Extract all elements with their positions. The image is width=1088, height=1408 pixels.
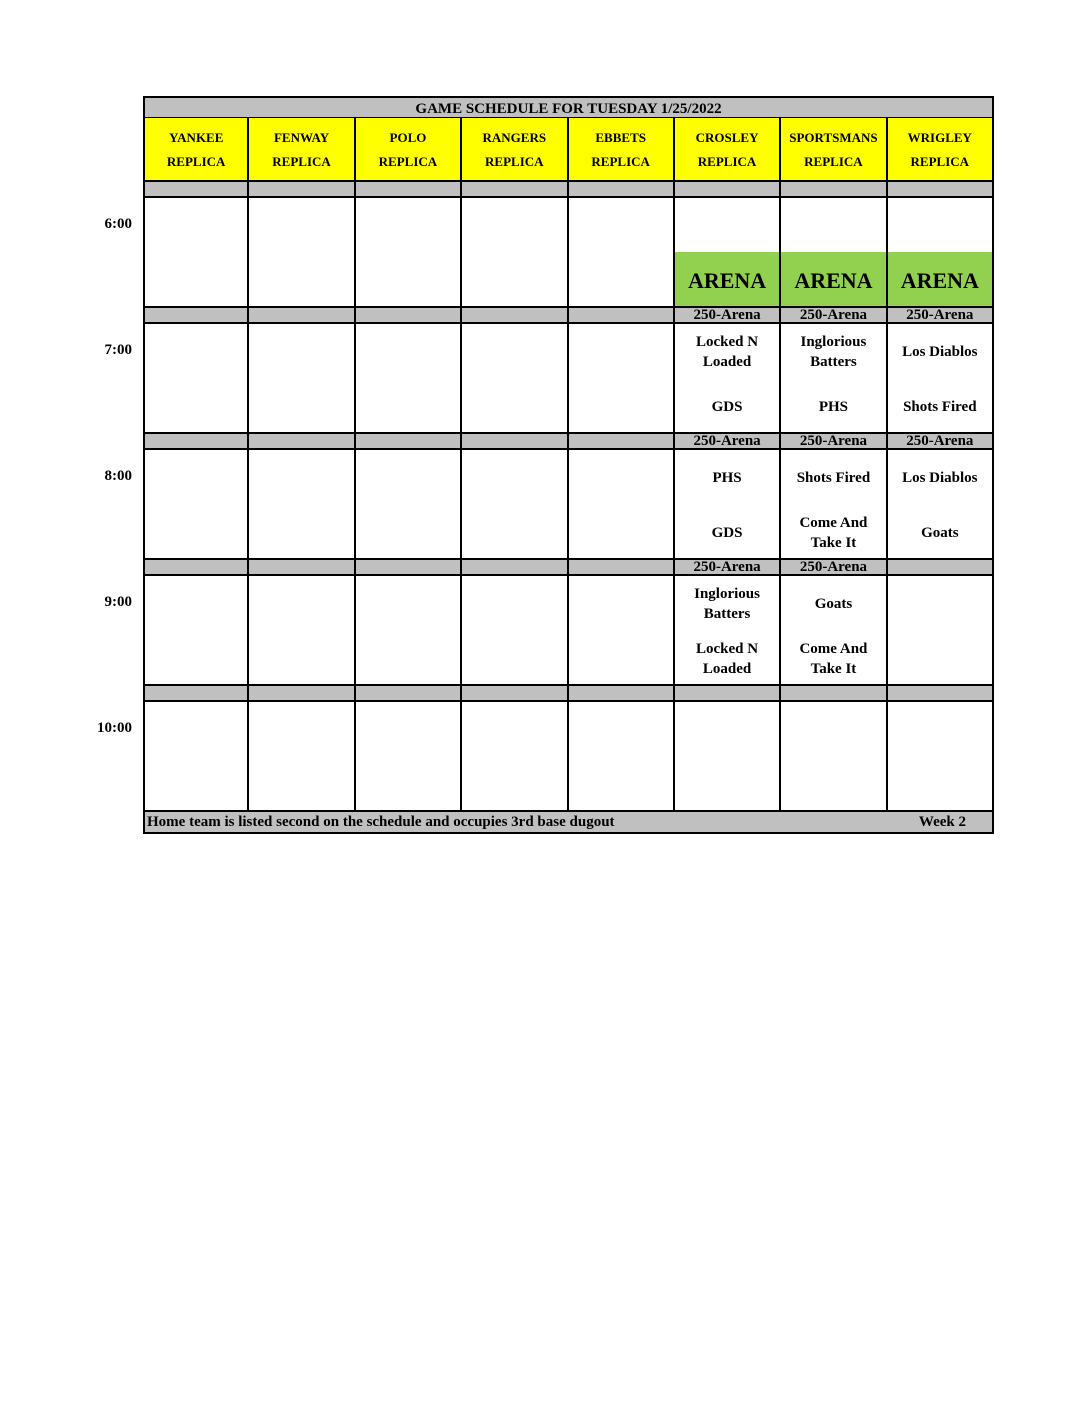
separator-cell [781, 182, 887, 198]
field-name: EBBETS [595, 130, 646, 145]
schedule-cell [143, 324, 249, 434]
schedule-cell [888, 324, 994, 434]
separator-cell: 250-Arena [888, 308, 994, 324]
schedule-cell [143, 576, 249, 686]
time-label: 6:00 [104, 216, 132, 232]
field-name: CROSLEY [695, 130, 759, 145]
schedule-cell [569, 198, 675, 308]
team-name: Locked N Loaded [696, 641, 759, 677]
separator-cell: 250-Arena [781, 308, 887, 324]
field-header-fenway [249, 118, 355, 182]
schedule-cell [143, 702, 249, 812]
schedule-cell [249, 198, 355, 308]
separator-row [143, 434, 994, 450]
schedule-cell [143, 198, 249, 308]
time-slot-row [143, 576, 994, 686]
team-name: Locked N Loaded [696, 334, 759, 370]
field-subtitle: REPLICA [272, 154, 331, 169]
schedule-cell [249, 450, 355, 560]
separator-cell [569, 560, 675, 576]
separator-cell [249, 560, 355, 576]
arena-banner: ARENA [675, 252, 779, 306]
separator-cell: 250-Arena [675, 434, 781, 450]
schedule-cell [143, 450, 249, 560]
time-label: 8:00 [104, 468, 132, 484]
schedule-cell [781, 198, 887, 308]
schedule-cell [462, 576, 568, 686]
field-subtitle: REPLICA [697, 154, 757, 169]
schedule-cell [569, 450, 675, 560]
team-name: Goats [921, 525, 959, 541]
separator-cell [569, 434, 675, 450]
separator-cell [569, 686, 675, 702]
separator-cell [249, 434, 355, 450]
field-subtitle: REPLICA [910, 154, 970, 169]
time-label: 9:00 [104, 594, 132, 610]
time-label: 7:00 [104, 342, 132, 358]
separator-cell [569, 182, 675, 198]
separator-cell: 250-Arena [675, 308, 781, 324]
separator-row [143, 686, 994, 702]
schedule-cell [781, 576, 887, 686]
separator-cell [675, 182, 781, 198]
schedule-cell [781, 450, 887, 560]
field-subtitle: REPLICA [804, 154, 863, 169]
separator-cell [569, 308, 675, 324]
separator-cell [888, 182, 994, 198]
separator-row [143, 308, 994, 324]
time-slot-row [143, 702, 994, 812]
team-name: Come And Take It [799, 515, 868, 551]
team-name: Los Diablos [902, 470, 978, 486]
schedule-cell [462, 198, 568, 308]
schedule-cell [249, 702, 355, 812]
separator-cell [462, 182, 568, 198]
team-name: Inglorious Batters [800, 334, 867, 370]
separator-cell [888, 560, 994, 576]
team-name: Shots Fired [796, 470, 871, 486]
schedule-cell [888, 576, 994, 686]
field-header-polo [356, 118, 462, 182]
field-header-row [143, 118, 994, 182]
separator-cell [143, 434, 249, 450]
schedule-body [143, 182, 994, 812]
separator-cell [143, 686, 249, 702]
schedule-cell [781, 324, 887, 434]
schedule-cell [356, 576, 462, 686]
field-subtitle: REPLICA [166, 154, 226, 169]
team-name: GDS [711, 525, 743, 541]
schedule-cell [462, 450, 568, 560]
schedule-cell [569, 324, 675, 434]
time-label: 10:00 [97, 720, 132, 736]
field-header-crosley [675, 118, 781, 182]
schedule-cell [675, 450, 781, 560]
field-name: FENWAY [273, 130, 330, 145]
separator-cell: 250-Arena [781, 434, 887, 450]
separator-cell [888, 686, 994, 702]
field-subtitle: REPLICA [485, 154, 544, 169]
arena-banner: ARENA [888, 252, 992, 306]
separator-cell [462, 434, 568, 450]
separator-row [143, 182, 994, 198]
schedule-cell [356, 450, 462, 560]
schedule-cell [356, 702, 462, 812]
separator-cell: 250-Arena [675, 560, 781, 576]
separator-cell: 250-Arena [781, 560, 887, 576]
team-name: PHS [818, 399, 849, 415]
field-name: RANGERS [482, 130, 547, 145]
schedule-cell [781, 702, 887, 812]
field-header-sportsmans [781, 118, 887, 182]
separator-cell [675, 686, 781, 702]
separator-cell [356, 308, 462, 324]
week-label: Week 2 [918, 814, 966, 830]
field-subtitle: REPLICA [591, 154, 650, 169]
separator-cell [249, 182, 355, 198]
separator-cell [143, 182, 249, 198]
schedule-cell [462, 324, 568, 434]
field-subtitle: REPLICA [378, 154, 438, 169]
footer-note: Home team is listed second on the schedule and occupies 3rd base dugout [147, 814, 615, 830]
schedule-title: GAME SCHEDULE FOR TUESDAY 1/25/2022 [143, 96, 994, 118]
team-name: Come And Take It [799, 641, 868, 677]
separator-cell [462, 560, 568, 576]
team-name: Goats [814, 596, 853, 612]
separator-cell [356, 434, 462, 450]
separator-cell [143, 308, 249, 324]
schedule-cell [888, 702, 994, 812]
separator-cell [249, 686, 355, 702]
field-header-ebbets [569, 118, 675, 182]
arena-banner: ARENA [781, 252, 885, 306]
field-name: SPORTSMANS [789, 130, 878, 145]
schedule-cell [675, 198, 781, 308]
separator-cell [462, 308, 568, 324]
separator-cell: 250-Arena [888, 434, 994, 450]
separator-cell [356, 182, 462, 198]
separator-row [143, 560, 994, 576]
schedule-cell [569, 576, 675, 686]
team-name: GDS [711, 399, 743, 415]
schedule-cell [462, 702, 568, 812]
field-header-wrigley [888, 118, 994, 182]
schedule-cell [356, 198, 462, 308]
team-name: Los Diablos [902, 344, 978, 360]
field-name: WRIGLEY [907, 130, 972, 145]
schedule-cell [675, 576, 781, 686]
separator-cell [249, 308, 355, 324]
separator-cell [143, 560, 249, 576]
schedule-cell [249, 324, 355, 434]
separator-cell [781, 686, 887, 702]
time-slot-row [143, 324, 994, 434]
separator-cell [356, 560, 462, 576]
team-name: Shots Fired [903, 399, 977, 415]
schedule-table [143, 96, 994, 834]
schedule-cell [356, 324, 462, 434]
schedule-cell [675, 702, 781, 812]
field-header-yankee [143, 118, 249, 182]
team-name: Inglorious Batters [694, 586, 760, 622]
schedule-footer [143, 812, 994, 834]
schedule-cell [675, 324, 781, 434]
schedule-cell [888, 198, 994, 308]
separator-cell [462, 686, 568, 702]
time-slot-row [143, 198, 994, 308]
field-name: YANKEE [168, 130, 224, 145]
schedule-cell [888, 450, 994, 560]
separator-cell [356, 686, 462, 702]
field-header-rangers [462, 118, 568, 182]
schedule-cell [569, 702, 675, 812]
field-name: POLO [389, 130, 427, 145]
schedule-cell [249, 576, 355, 686]
time-slot-row [143, 450, 994, 560]
team-name: PHS [712, 470, 742, 486]
